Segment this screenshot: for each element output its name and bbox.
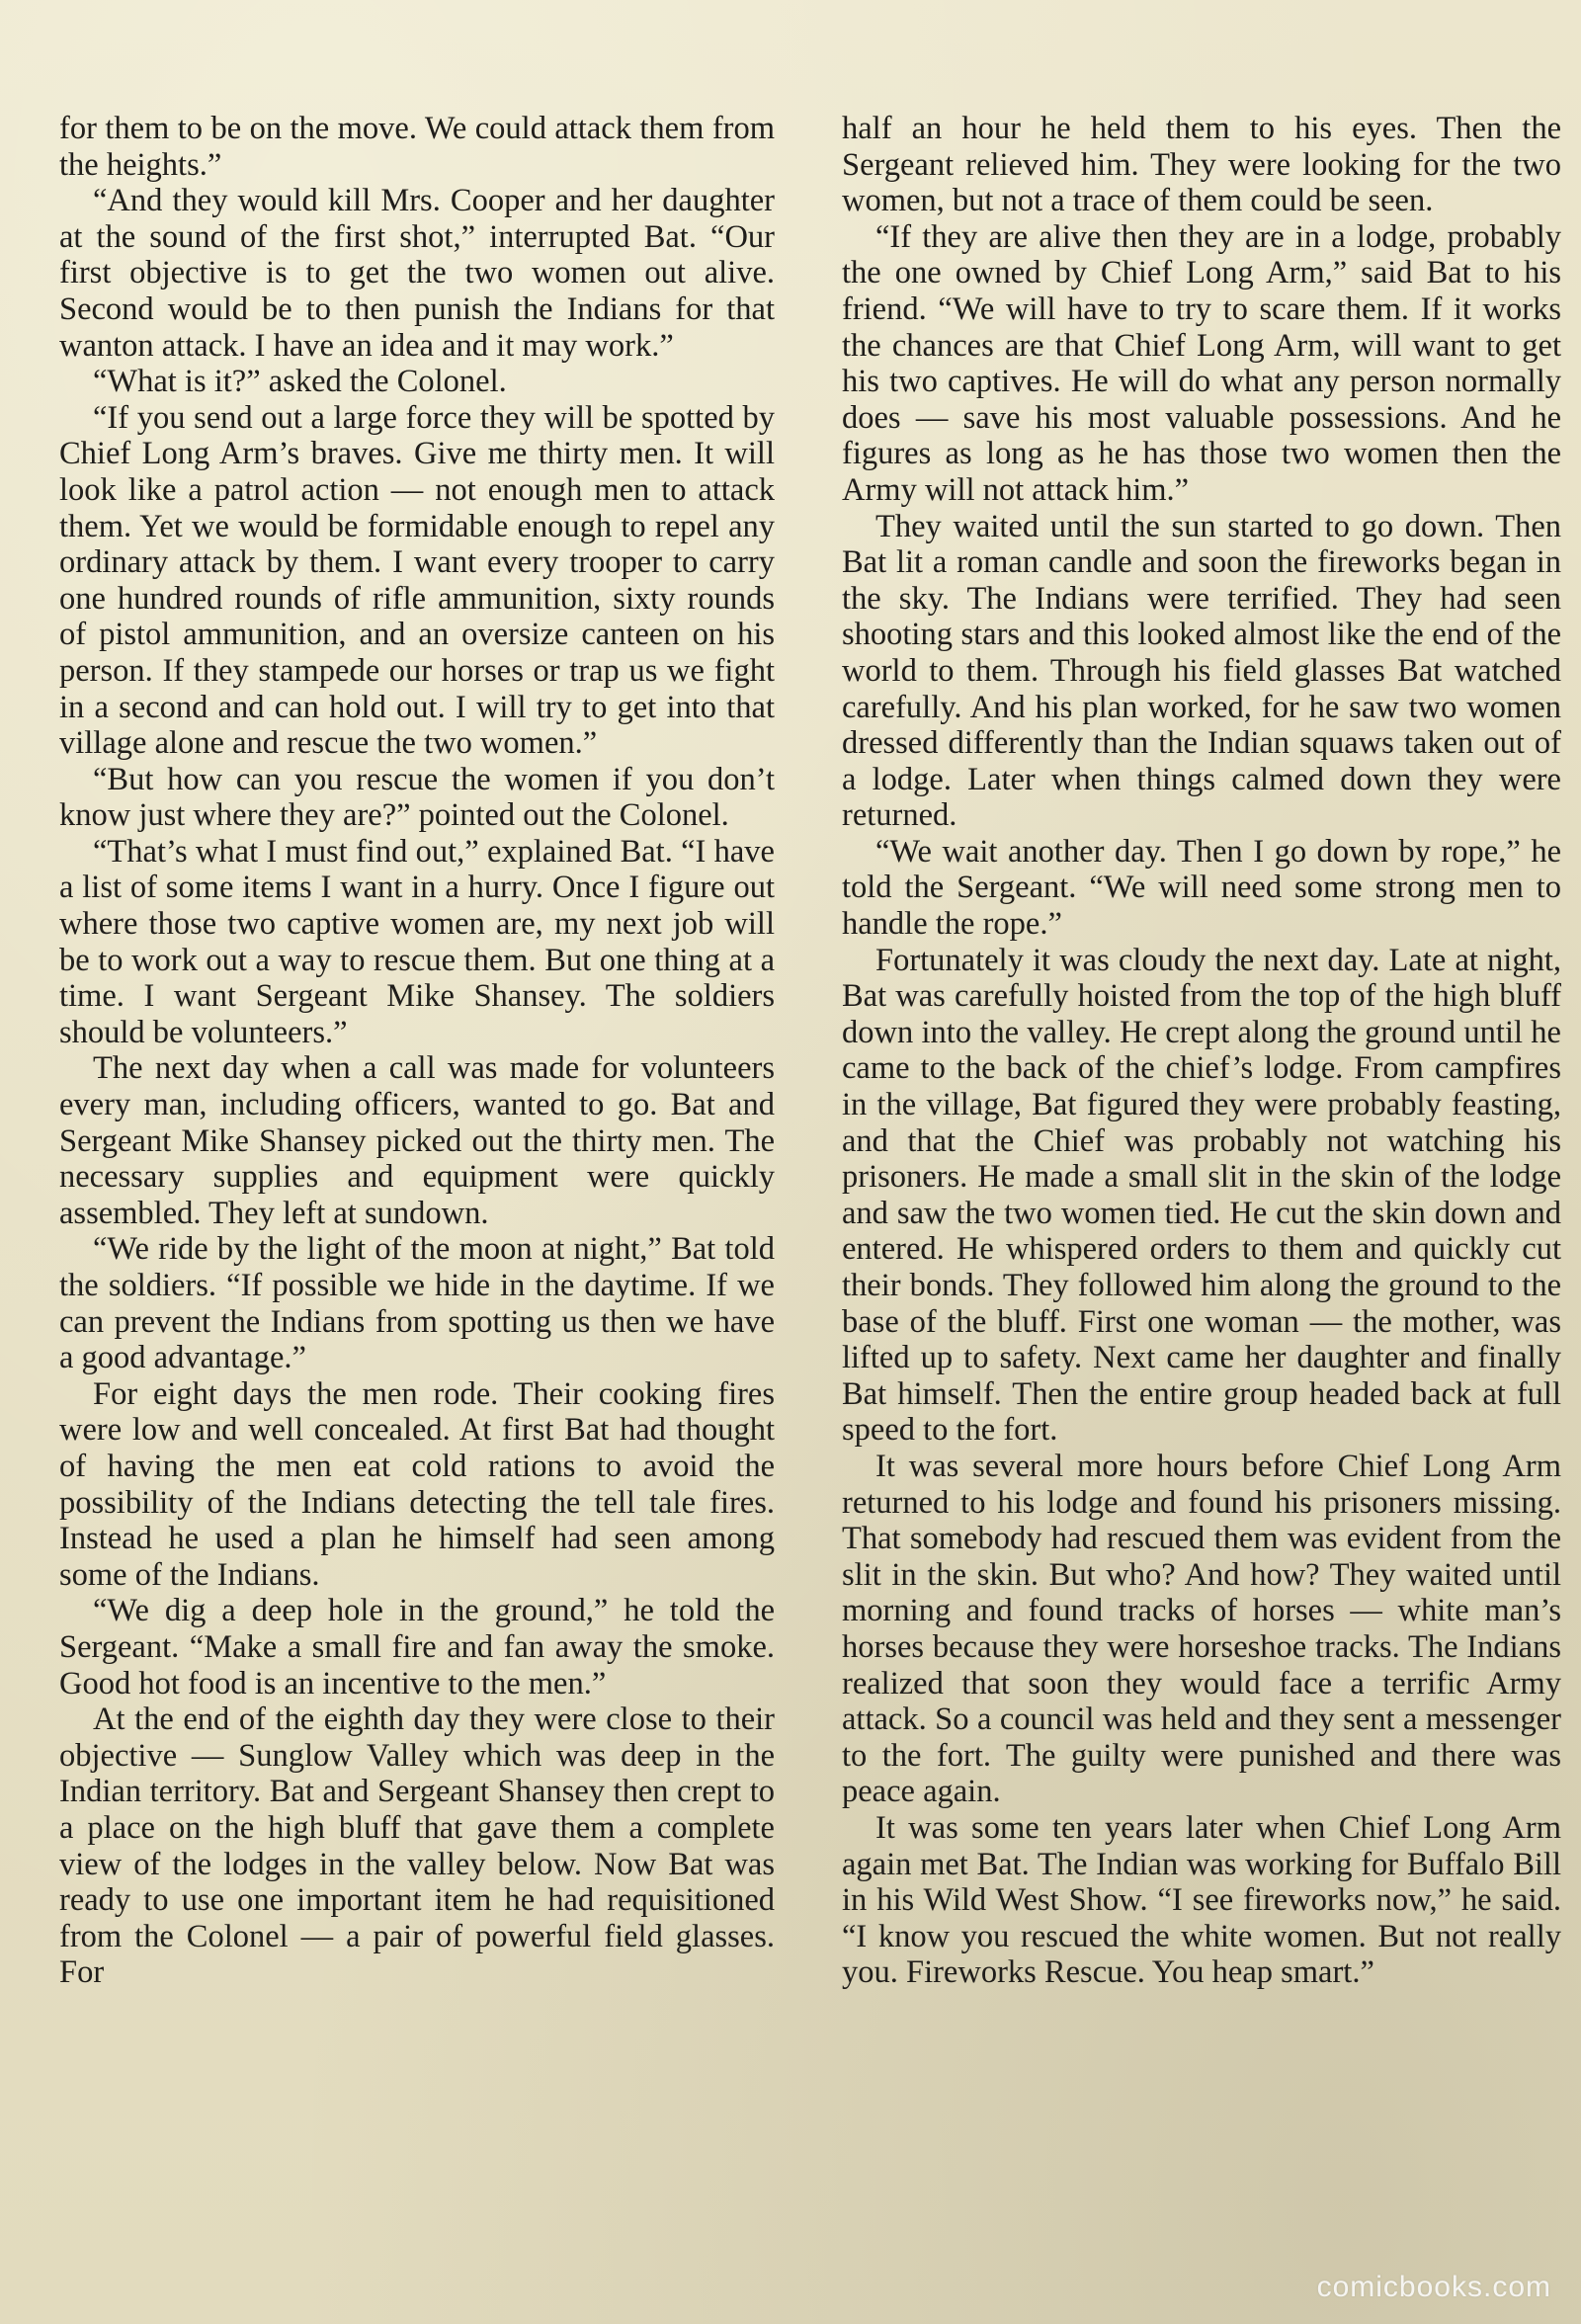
bleed-through-header-decoration (751, 18, 1581, 107)
paragraph: Fortunately it was cloudy the next day. Late at night, Bat was carefully hoisted from the top of the high bluff down into the valley. He crept along the ground until he came to the back of the chief’s lodge. From campfires in the village, Bat figured they were probably feasting, and that the Chief was probably not watching his prisoners. He made a small slit in the skin of the lodge and saw the two women tied. He cut the skin down and entered. He whispered orders to them and quickly cut their bonds. They followed him along the ground to the base of the bluff. First one woman — the mother, was lifted up to safety. Next came her daughter and finally Bat himself. Then the entire group headed back at full speed to the fort. (842, 942, 1561, 1449)
paragraph: “And they would kill Mrs. Cooper and her daughter at the sound of the first shot,” interrupted Bat. “Our first objective is to get the two women out alive. Second would be to then punish the Indians for that wanton attack. I have an idea and it may work.” (59, 183, 775, 364)
paragraph: “We wait another day. Then I go down by rope,” he told the Sergeant. “We will need some strong men to handle the rope.” (842, 833, 1561, 943)
paragraph: At the end of the eighth day they were close to their objective — Sunglow Valley which was deep in the Indian territory. Bat and Sergeant Shansey then crept to a place on the high bluff that gave them a complete view of the lodges in the valley below. Now Bat was ready to use one important item he had requisitioned from the Colonel — a pair of powerful field glasses. For (59, 1702, 775, 1991)
paragraph: It was several more hours before Chief Long Arm returned to his lodge and found his prisoners missing. That somebody had rescued them was evident from the slit in the skin. But who? And how? They waited until morning and found tracks of horses — white man’s horses because they were horseshoe tracks. The Indians realized that soon they would face a terrific Army attack. So a council was held and they sent a messenger to the fort. The guilty were punished and there was peace again. (842, 1448, 1561, 1810)
right-text-column (842, 111, 1561, 1991)
paragraph: “What is it?” asked the Colonel. (93, 364, 507, 400)
paragraph: The next day when a call was made for volunteers every man, including officers, wanted to go. Bat and Sergeant Mike Shansey picked out the thirty men. The necessary supplies and equipment were quickly assembled. They left at sundown. (59, 1050, 775, 1231)
paragraph: “We ride by the light of the moon at night,” Bat told the soldiers. “If possible we hide in the daytime. If we can prevent the Indians from spotting us then we have a good advantage.” (59, 1231, 775, 1376)
site-watermark: comicbooks.com (1316, 2271, 1551, 2303)
paragraph: “We dig a deep hole in the ground,” he told the Sergeant. “Make a small fire and fan away the smoke. Good hot food is an incentive to the men.” (59, 1593, 775, 1702)
paragraph: “If you send out a large force they will be spotted by Chief Long Arm’s braves. Give me thirty men. It will look like a patrol action — not enough men to attack them. Yet we would be formidable enough to repel any ordinary attack by them. I want every trooper to carry one hundred rounds of rifle ammunition, sixty rounds of pistol ammunition, and an oversize canteen on his person. If they stampede our horses or trap us we fight in a second and can hold out. I will try to get into that village alone and rescue the two women.” (59, 399, 775, 762)
paragraph: for them to be on the move. We could attack them from the heights.” (59, 111, 775, 183)
paragraph: It was some ten years later when Chief Long Arm again met Bat. The Indian was working for Buffalo Bill in his Wild West Show. “I see fireworks now,” he said. “I know you rescued the white women. But not really you. Fireworks Rescue. You heap smart.” (842, 1809, 1561, 1991)
paragraph: They waited until the sun started to go down. Then Bat lit a roman candle and soon the fireworks began in the sky. The Indians were terrified. They had seen shooting stars and this looked almost like the end of the world to them. Through his field glasses Bat watched carefully. And his plan worked, for he saw two women dressed differently than the Indian squaws taken out of a lodge. Later when things calmed down they were returned. (842, 508, 1561, 834)
paragraph: half an hour he held them to his eyes. Then the Sergeant relieved him. They were looking for the two women, but not a trace of them could be seen. (842, 111, 1561, 219)
paragraph: “But how can you rescue the women if you don’t know just where they are?” pointed out the Colonel. (59, 761, 775, 834)
paragraph: “If they are alive then they are in a lodge, probably the one owned by Chief Long Arm,” said Bat to his friend. “We will have to try to scare them. If it works the chances are that Chief Long Arm, will want to get his two captives. He will do what any person normally does — save his most valuable possessions. And he figures as long as he has those two women then the Army will not attack him.” (842, 218, 1561, 508)
paragraph: “That’s what I must find out,” explained Bat. “I have a list of some items I want in a hurry. Once I figure out where those two captive women are, my next job will be to work out a way to rescue them. But one thing at a time. I want Sergeant Mike Shansey. The soldiers should be volunteers.” (59, 833, 775, 1050)
paragraph: For eight days the men rode. Their cooking fires were low and well concealed. At first Bat had thought of having the men eat cold rations to avoid the possibility of the Indians detecting the tell tale fires. Instead he used a plan he himself had seen among some of the Indians. (59, 1375, 775, 1593)
left-text-column (59, 111, 775, 1991)
